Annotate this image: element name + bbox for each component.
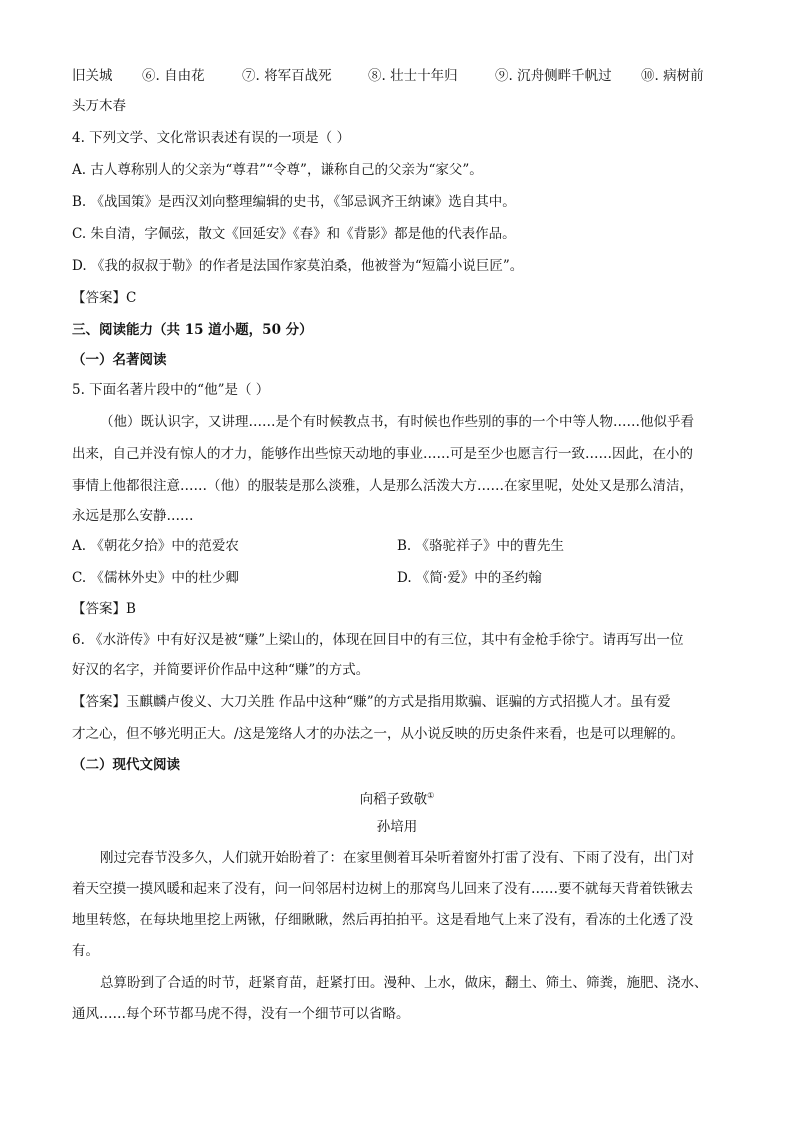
section-3-title: 三、阅读能力（共 15 道小题，50 分）: [72, 322, 313, 338]
q3-tail-item: 旧关城: [72, 68, 113, 84]
article-paragraph-line: 着天空摸一摸风暖和起来了没有，问一问邻居村边树上的那窝鸟儿回来了没有……要不就每天背着铁锹去: [72, 881, 693, 897]
question-5-answer: 【答案】B: [72, 601, 136, 617]
article-paragraph-line: 通风……每个环节都马虎不得，没有一个细节可以省略。: [72, 1006, 410, 1022]
question-4-stem: 4. 下列文学、文化常识表述有误的一项是（ ）: [72, 130, 350, 146]
question-4-option-d: D. 《我的叔叔于勒》的作者是法国作家莫泊桑，他被誉为“短篇小说巨匠”。: [72, 258, 524, 274]
question-5-stem: 5. 下面名著片段中的“他”是（ ）: [72, 382, 270, 398]
part-1-title: （一）名著阅读: [72, 352, 167, 368]
question-5-passage-line: 永远是那么安静……: [72, 508, 194, 524]
part-2-title: （二）现代文阅读: [72, 757, 180, 773]
article-author: 孙培用: [376, 819, 418, 835]
question-5-passage-line: 出来，自己并没有惊人的才力，能够作出些惊天动地的事业……可是至少也愿言行一致……因此，在小的: [72, 446, 693, 462]
article-paragraph-line: 地里转悠，在每块地里挖上两锹，仔细瞅瞅，然后再拍拍平。这是看地气上来了没有，看冻的土化透了没: [72, 912, 693, 928]
question-4-option-a: A. 古人尊称别人的父亲为“尊君”“令尊”，谦称自己的父亲为“家父”。: [72, 162, 483, 178]
question-4-answer: 【答案】C: [72, 290, 137, 306]
question-4-option-c: C. 朱自清，字佩弦，散文《回延安》《春》和《背影》都是他的代表作品。: [72, 226, 516, 242]
q3-tail-item: ⑩. 病树前: [641, 68, 704, 84]
question-6-answer-line: 才之心，但不够光明正大。/这是笼络人才的办法之一，从小说反映的历史条件来看，也是可以理解的。: [72, 726, 685, 742]
question-5-option-b: B. 《骆驼祥子》中的曹先生: [397, 538, 565, 554]
q3-tail-item: ⑨. 沉舟侧畔千帆过: [495, 68, 612, 84]
question-4-option-b: B. 《战国策》是西汉刘向整理编辑的史书，《邹忌讽齐王纳谏》选自其中。: [72, 194, 516, 210]
article-paragraph-line: 有。: [72, 943, 99, 959]
footnote-marker: ①: [427, 791, 435, 800]
question-6-stem-line: 6. 《水浒传》中有好汉是被“赚”上梁山的，体现在回目中的有三位，其中有金枪手徐宁。请再写出一位: [72, 632, 684, 648]
question-5-passage-line: 事情上他都很注意……（他）的服装是那么淡雅，人是那么活泼大方……在家里呢，处处又是那么清洁，: [72, 478, 693, 494]
question-5-option-c: C. 《儒林外史》中的杜少卿: [72, 570, 239, 586]
question-5-passage-line: （他）既认识字，又讲理……是个有时候教点书，有时候也作些别的事的一个中等人物……他似乎看: [100, 414, 694, 430]
question-6-stem-line: 好汉的名字，并简要评价作品中这种“赚”的方式。: [72, 662, 370, 678]
article-paragraph-line: 总算盼到了合适的时节，赶紧育苗，赶紧打田。漫种、上水，做床，翻土、筛土、筛粪，施肥、浇水、: [100, 975, 708, 991]
article-title-text: 向稻子致敬: [359, 791, 428, 808]
q3-tail-item: ⑦. 将军百战死: [242, 68, 332, 84]
q3-tail-item: ⑧. 壮士十年归: [368, 68, 458, 84]
question-5-option-d: D. 《简·爱》中的圣约翰: [397, 570, 542, 586]
article-title: [0, 786, 794, 810]
question-5-option-a: A. 《朝花夕拾》中的范爱农: [72, 538, 239, 554]
q3-tail-line-2: 头万木春: [72, 98, 126, 114]
q3-tail-item: ⑥. 自由花: [142, 68, 205, 84]
question-6-answer-line: 【答案】玉麒麟卢俊义、大刀关胜 作品中这种“赚”的方式是指用欺骗、诓骗的方式招揽人才。虽有爱: [72, 694, 671, 710]
article-paragraph-line: 刚过完春节没多久，人们就开始盼着了：在家里侧着耳朵听着窗外打雷了没有、下雨了没有，出门对: [100, 850, 694, 866]
